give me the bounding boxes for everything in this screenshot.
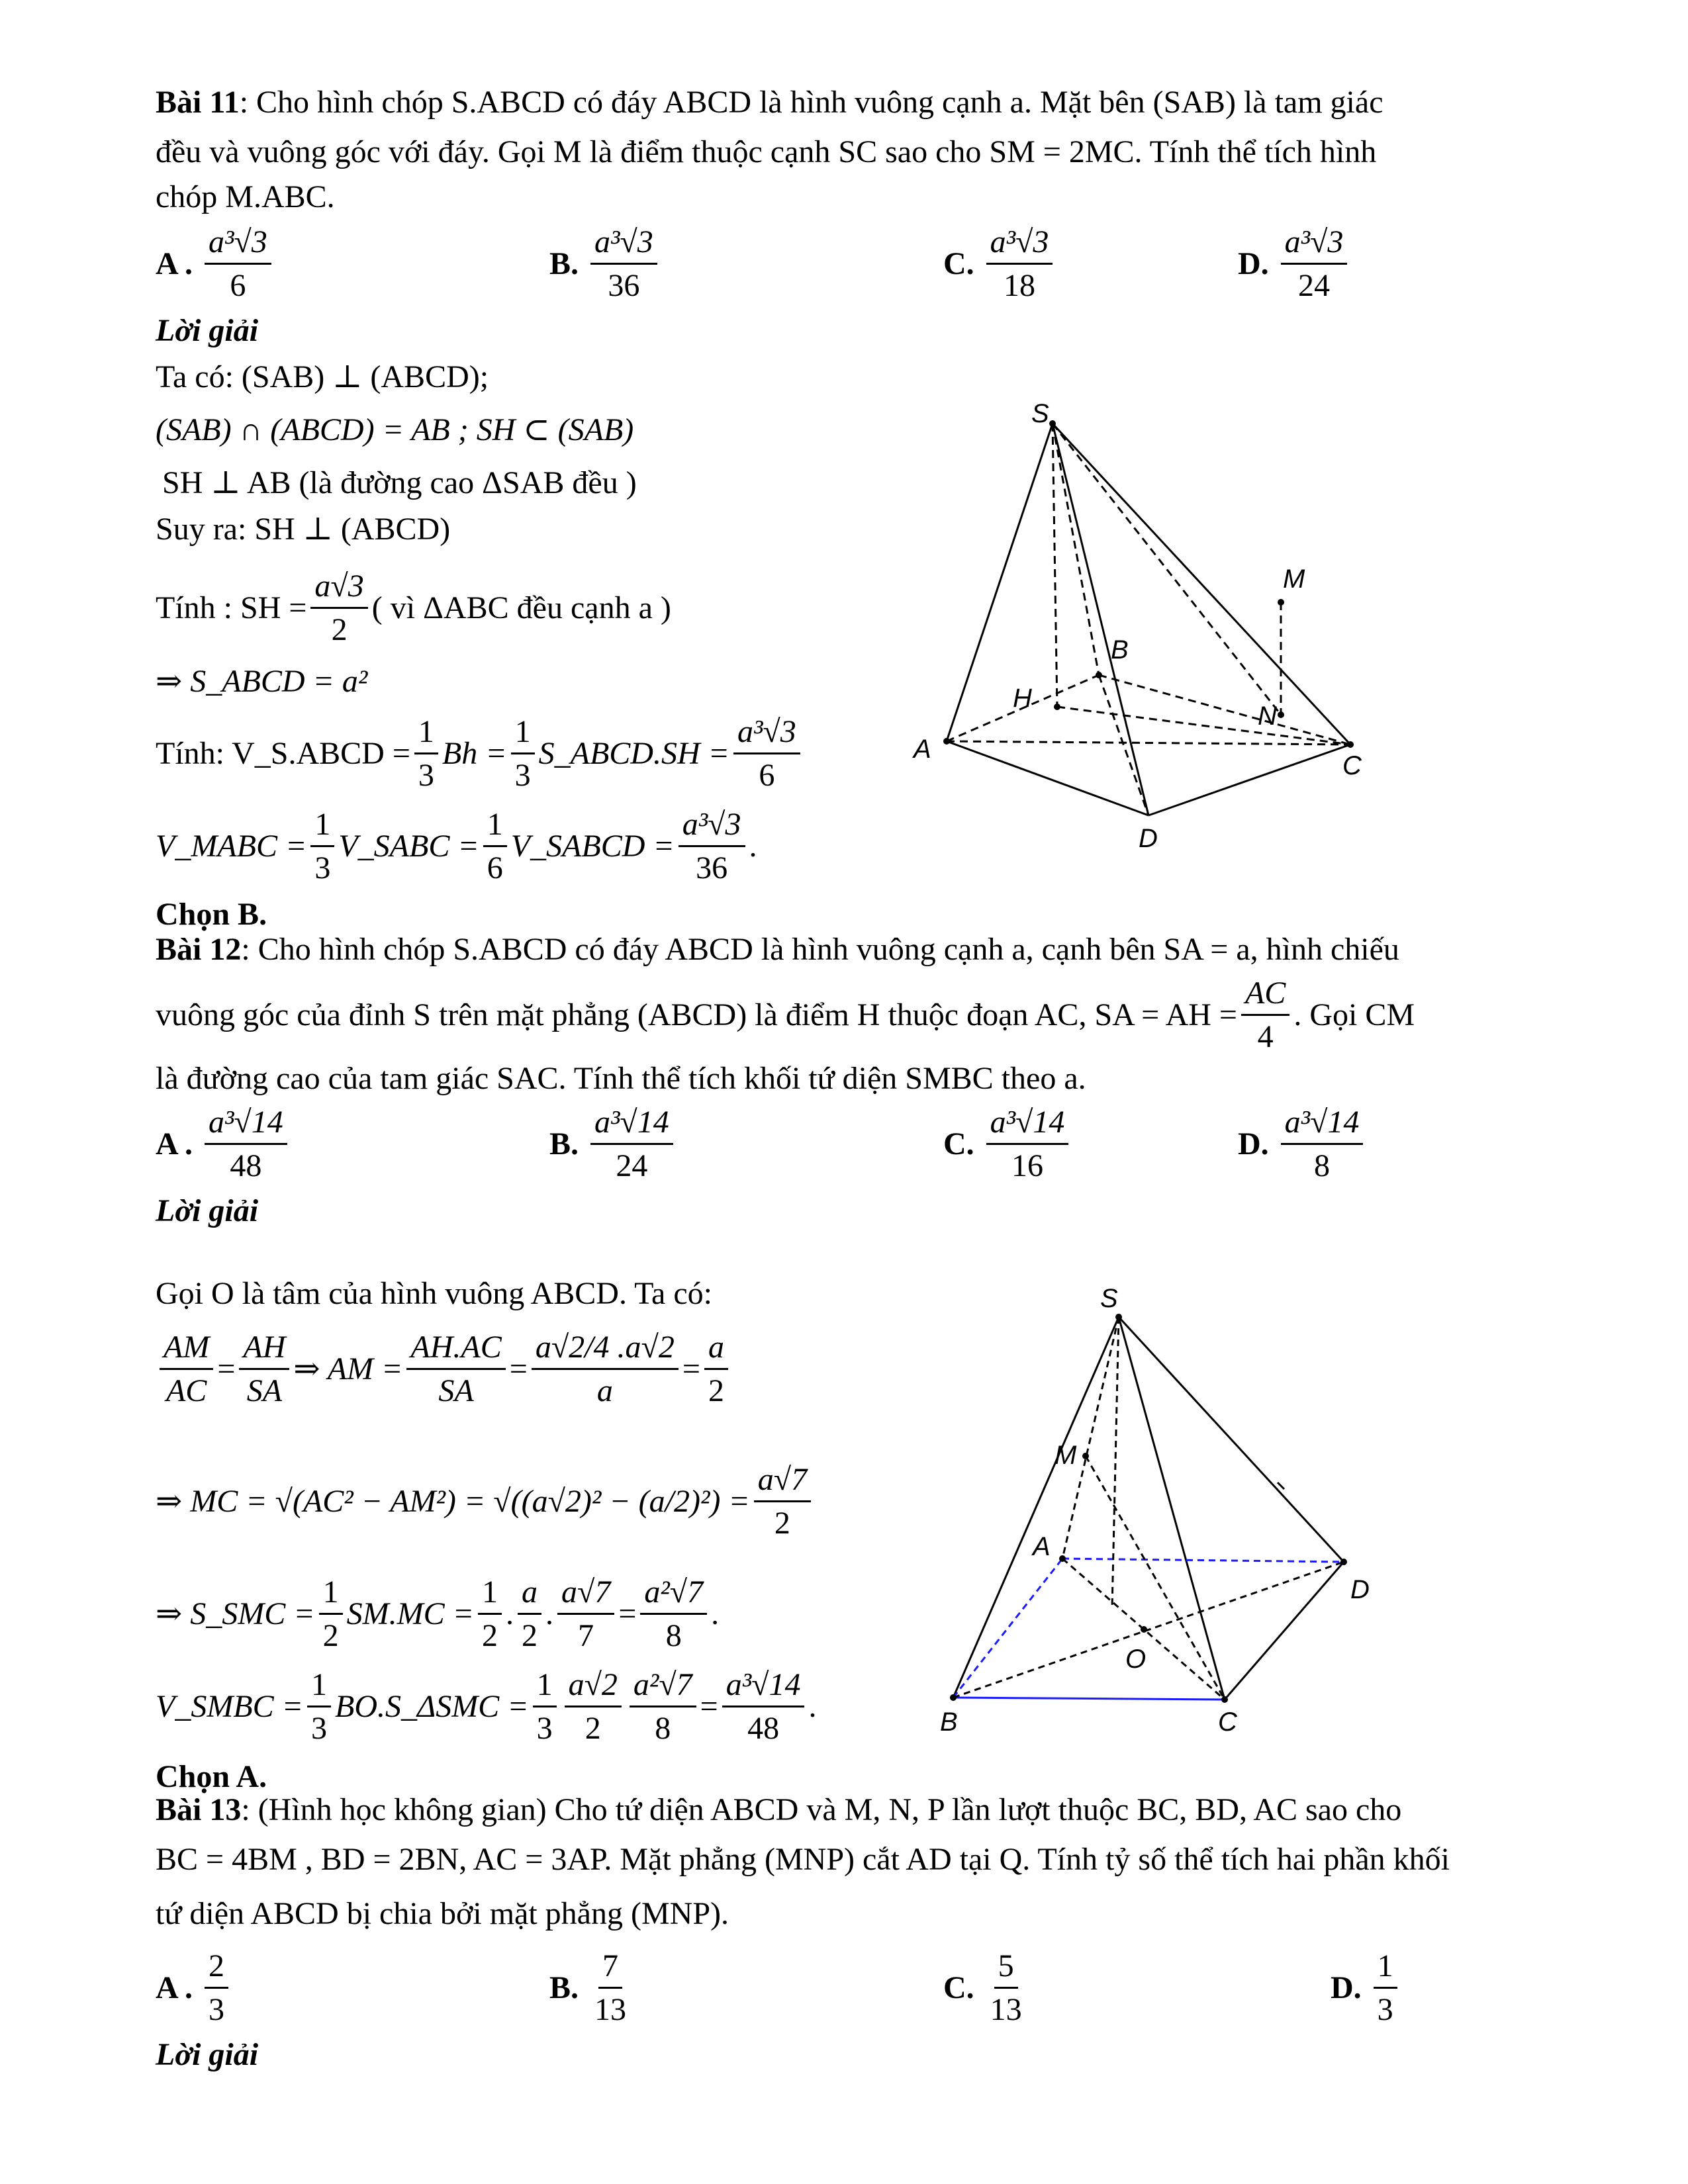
label-D: D: [1139, 824, 1158, 853]
option-fraction: $\frac{\text{a³√14}}{24}$: [590, 1105, 673, 1184]
bai13-option-d[interactable]: [1331, 1949, 1401, 2028]
tick-mark: [1278, 1482, 1284, 1489]
edge-BC-blue: [953, 1698, 1225, 1700]
bai11-title: Bài 11: [156, 85, 240, 120]
bai12-sol-line4: ⇒ S_SMC = $\frac{1}{2}$ SM.MC = $\frac{1}{2}$ . $\frac{a}{2}$ . $\frac{a√7}{7}$ = $\frac{\text{a²√7}}{8}$ .: [156, 1574, 720, 1653]
edge-SA: [1062, 1317, 1119, 1559]
label-S: S: [1100, 1284, 1118, 1313]
bai13-text-1: : (Hình học không gian) Cho tứ diện ABCD và M, N, P lần lượt thuộc BC, BD, AC sao cho: [241, 1792, 1402, 1827]
label-O: O: [1125, 1645, 1147, 1674]
bai13-title: Bài 13: [156, 1792, 242, 1827]
bai11-sol-line2: (SAB) ∩ (ABCD) = AB ; SH ⊂ (SAB): [156, 412, 634, 447]
bai12-sol-line5: V_SMBC = $\frac{1}{3}$ BO.S_ΔSMC = $\frac{1}{3}$ $\frac{a√2}{2}$ $\frac{\text{a²√7}}{8}$ = $\frac{\text{a³√14}}{48}$ .: [156, 1667, 817, 1746]
bai11-option-a[interactable]: [156, 225, 275, 304]
bai12-problem-line2: vuông góc của đỉnh S trên mặt phẳng (ABCD) là điểm H thuộc đoạn AC, SA = AH = $\frac{AC}{4}$ . Gọi CM: [156, 976, 1415, 1054]
option-label: A .: [156, 1970, 193, 2006]
seg-HC: [1057, 707, 1350, 745]
option-fraction: $\frac{\text{a³√3}}{18}$: [986, 225, 1053, 304]
bai12-pyramid-figure: [927, 1277, 1403, 1754]
label-A: A: [914, 735, 931, 764]
seg-MC: [1086, 1456, 1225, 1700]
bai12-sol-line3: ⇒ MC = √(AC² − AM²) = √((a√2)² − (a/2)²) = $\frac{a√7}{2}$: [156, 1463, 815, 1541]
seg-SH: [1112, 1317, 1119, 1608]
diag-BD: [1099, 675, 1149, 815]
label-C: C: [1342, 751, 1362, 780]
bai11-sol-line7: Tính: V_S.ABCD = $\frac{1}{3}$ Bh = $\frac{1}{3}$ S_ABCD.SH = $\frac{\text{a³√3}}{6}$: [156, 715, 804, 794]
edge-BC: [1099, 675, 1350, 745]
option-fraction: $\frac{\text{a³√14}}{16}$: [986, 1105, 1069, 1184]
bai13-option-c[interactable]: [943, 1949, 1030, 2028]
bai11-option-b[interactable]: [549, 225, 661, 304]
bai11-problem-line3: chóp M.ABC.: [156, 179, 335, 214]
edge-SA: [947, 424, 1053, 741]
bai11-pyramid-figure: [900, 397, 1390, 860]
label-B: B: [1111, 635, 1129, 664]
bai11-sol-line8: V_MABC = $\frac{1}{3}$ V_SABC = $\frac{1}{6}$ V_SABCD = $\frac{\text{a³√3}}{36}$ .: [156, 807, 757, 886]
bai12-text-1: : Cho hình chóp S.ABCD có đáy ABCD là hình vuông cạnh a, cạnh bên SA = a, hình chiếu: [241, 932, 1399, 967]
edge-SD: [1053, 424, 1149, 815]
edge-SB: [953, 1317, 1119, 1698]
option-label: C.: [943, 1126, 974, 1162]
edge-BA-blue: [953, 1559, 1062, 1698]
label-D: D: [1350, 1575, 1370, 1604]
bai12-sol-line2: $\frac{AM}{AC}$ = $\frac{AH}{SA}$ ⇒ AM = $\frac{AH.AC}{SA}$ = $\frac{a√2/4 .a√2}{a}$ = $\frac{a}{2}$: [156, 1330, 732, 1409]
option-label: B.: [549, 246, 579, 282]
edge-AD-blue: [1062, 1559, 1344, 1562]
bai13-option-a[interactable]: [156, 1949, 232, 2028]
option-fraction: $\frac{2}{3}$: [205, 1949, 228, 2028]
bai11-answer: Chọn B.: [156, 897, 267, 932]
bai11-text-1: : Cho hình chóp S.ABCD có đáy ABCD là hình vuông cạnh a. Mặt bên (SAB) là tam giác: [239, 85, 1383, 120]
label-S: S: [1031, 399, 1049, 428]
label-M: M: [1055, 1441, 1077, 1470]
bai11-problem-line2: đều và vuông góc với đáy. Gọi M là điểm thuộc cạnh SC sao cho SM = 2MC. Tính thể tích hình: [156, 134, 1377, 169]
bai11-problem-line1: [156, 83, 1383, 122]
bai12-answer: Chọn A.: [156, 1759, 267, 1794]
edge-SB: [1053, 424, 1099, 675]
label-B: B: [940, 1707, 958, 1737]
bai12-solution-heading: Lời giải: [156, 1193, 259, 1228]
bai13-solution-heading: Lời giải: [156, 2037, 259, 2072]
bai12-option-a[interactable]: [156, 1105, 291, 1184]
diag-AC: [947, 741, 1350, 745]
option-fraction: $\frac{5}{13}$: [990, 1948, 1022, 2027]
option-label: B.: [549, 1126, 579, 1162]
edge-SC: [1053, 424, 1350, 745]
bai13-problem-line2: BC = 4BM , BD = 2BN, AC = 3AP. Mặt phẳng (MNP) cắt AD tại Q. Tính tỷ số thể tích hai phần khối: [156, 1842, 1450, 1877]
option-fraction: $\frac{\text{a³√3}}{36}$: [590, 225, 657, 304]
edge-DC: [1149, 745, 1350, 815]
option-label: C.: [943, 1970, 974, 2006]
bai12-problem-line3: là đường cao của tam giác SAC. Tính thể tích khối tứ diện SMBC theo a.: [156, 1061, 1086, 1096]
label-N: N: [1258, 702, 1277, 731]
option-fraction: $\frac{\text{a³√3}}{24}$: [1281, 225, 1348, 304]
option-label: A .: [156, 246, 193, 282]
option-label: B.: [549, 1970, 579, 2006]
option-label: D.: [1238, 246, 1269, 282]
bai12-problem-line1: [156, 930, 1399, 970]
edge-AD: [947, 741, 1149, 815]
bai11-sol-line4: Suy ra: SH ⊥ (ABCD): [156, 512, 451, 547]
bai11-option-d[interactable]: [1238, 225, 1351, 304]
bai11-sol-line5: Tính : SH = $\frac{a√3}{2}$ ( vì ΔABC đều cạnh a ): [156, 569, 671, 647]
option-label: C.: [943, 246, 974, 282]
option-fraction: $\frac{\text{a³√14}}{48}$: [205, 1105, 287, 1184]
option-fraction: $\frac{\text{a³√14}}{8}$: [1281, 1105, 1364, 1184]
option-label: D.: [1238, 1126, 1269, 1162]
bai12-title: Bài 12: [156, 932, 242, 967]
bai11-option-c[interactable]: [943, 225, 1056, 304]
bai12-option-d[interactable]: [1238, 1105, 1367, 1184]
bai12-option-b[interactable]: [549, 1105, 677, 1184]
bai12-sol-line1: Gọi O là tâm của hình vuông ABCD. Ta có:: [156, 1276, 712, 1311]
option-fraction: $\frac{7}{13}$: [594, 1948, 627, 2027]
bai11-sol-line1: Ta có: (SAB) ⊥ (ABCD);: [156, 359, 489, 394]
bai13-problem-line3: tứ diện ABCD bị chia bởi mặt phẳng (MNP).: [156, 1896, 729, 1931]
bai13-problem-line1: [156, 1790, 1401, 1830]
bai11-sol-line3: SH ⊥ AB (là đường cao ΔSAB đều ): [162, 465, 637, 500]
option-label: D.: [1331, 1970, 1362, 2006]
bai13-option-b[interactable]: [549, 1949, 634, 2028]
option-fraction: $\frac{1}{3}$: [1374, 1949, 1397, 2028]
bai11-solution-heading: Lời giải: [156, 313, 259, 348]
bai11-sol-line6: ⇒ S_ABCD = a²: [156, 664, 368, 699]
option-label: A .: [156, 1126, 193, 1162]
bai12-option-c[interactable]: [943, 1105, 1072, 1184]
label-H: H: [1013, 684, 1032, 713]
label-M: M: [1283, 565, 1305, 594]
label-A: A: [1033, 1532, 1051, 1561]
option-fraction: $\frac{\text{a³√3}}{6}$: [205, 225, 271, 304]
seg-SN: [1053, 424, 1281, 715]
label-C: C: [1218, 1707, 1237, 1737]
seg-SH: [1053, 424, 1057, 707]
